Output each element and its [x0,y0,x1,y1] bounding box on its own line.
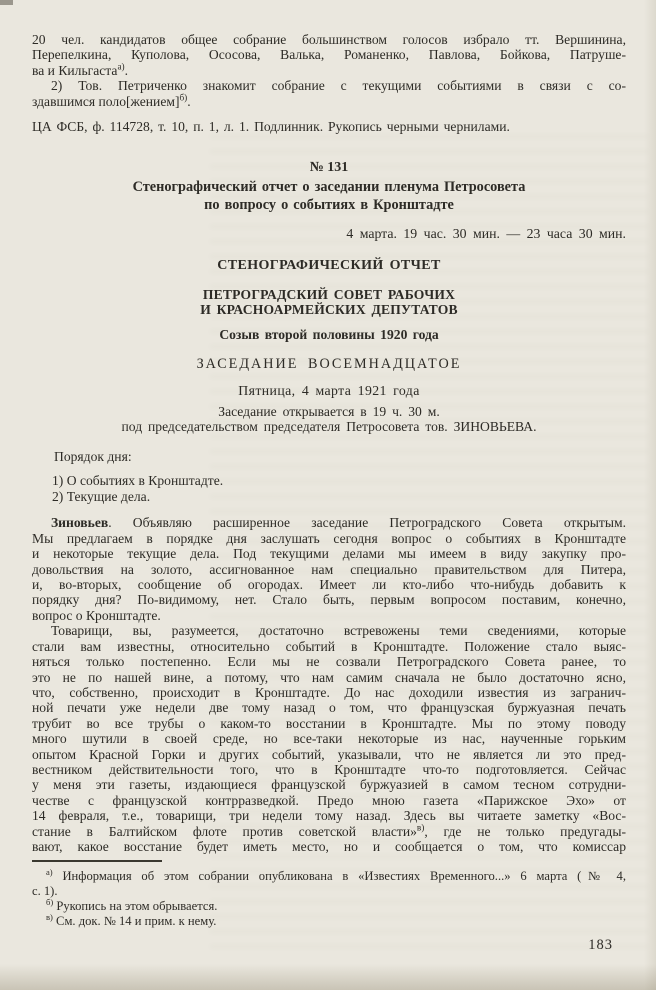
text-line: 20 чел. кандидатов общее собрание большинством голосов избрало тт. Вершинина, [32,32,626,47]
text-line: стали вам известны, относительно событий в Кронштадте. Положение стало выяс- [32,638,626,654]
document-title [32,179,626,214]
footnote-line: $^{б)}$ Рукопись на этом обрывается. [46,896,218,913]
agenda-section [32,449,626,505]
text-line: ва и Кильгаста$^{а)}$. [32,61,129,78]
text-line: трубит во все трубы о каком-то восстании в Кронштадте. Мы по этому поводу [32,715,626,731]
text-line: довольствия на золото, ассигнованное нам специально правительством для Питера, [32,561,626,577]
speech-text [32,515,626,854]
text-line: вают, какое восстание будет иметь место, но и сообщается о том, что комиссар [32,838,626,854]
agenda-items [32,473,626,504]
footnote-divider [32,860,162,862]
text-line: 14 февраля, т.е., товарищи, три недели тому назад. Здесь вы читаете заметку «Вос- [32,808,626,824]
previous-document-continuation [32,32,626,134]
agenda-label: Порядок дня: [54,448,132,464]
text-line: опытом Красной Горки и других событий, указывали, что не является ли это пред- [32,746,626,762]
text-line: это не по нашей вине, а потому, что нам самим сначала не было достаточно ясно, [32,669,626,685]
council-name-line: И КРАСНОАРМЕЙСКИХ ДЕПУТАТОВ [200,302,458,318]
footnote-list [32,866,626,929]
text-line: порядку дня? По-видимому, нет. Стало быть, первым вопросом поставим, конечно, [32,592,626,608]
paragraph [32,623,626,854]
footnote-line: с. 1). [32,883,58,898]
document-heading [32,160,626,241]
paragraph [32,32,626,78]
session-headings [32,258,626,435]
text-line: стание в Балтийском флоте против советской власти»$^{в)}$, где не только предугады- [32,822,626,839]
footnotes-section [32,860,626,953]
text-line: вопрос о Кронштадте. [32,607,161,623]
document-number: № 131 [309,160,349,176]
convocation-line: Созыв второй половины 1920 года [219,326,439,342]
text-line: 2) Тов. Петриченко знакомит собрание с текущими событиями в связи с со- [51,78,626,94]
text-line: и, во-вторых, сообщение об огородах. Имеет ли кто-либо что-нибудь добавить к [32,577,626,593]
text-line: что, собственно, происходит в Кронштадте. До нас доходили известия из загранич- [32,684,626,700]
agenda-item: 1) О событиях в Кронштадте. [52,473,224,489]
paragraph [32,515,626,623]
text-line: няться только постепенно. Если мы не созвали Петроградского Совета ранее, то [32,654,626,670]
text-line: и некоторые текущие дела. Под текущими делами мы имеем в виду закупку про- [32,546,626,562]
archive-citation: ЦА ФСБ, ф. 114728, т. 10, п. 1, л. 1. Подлинник. Рукопись черными чернилами. [32,119,510,135]
council-name-line: ПЕТРОГРАДСКИЙ СОВЕТ РАБОЧИХ [202,286,456,302]
text-line: у меня эти газеты, издающиеся французской буржуазией в самом тесном сотрудни- [32,777,626,793]
session-opening-line: под председательством председателя Петросовета тов. ЗИНОВЬЕВА. [121,419,537,435]
footnote-marker: а) [46,866,53,877]
report-title-heading: СТЕНОГРАФИЧЕСКИЙ ОТЧЕТ [217,257,441,273]
session-opening-line: Заседание открывается в 19 ч. 30 м. [218,403,440,419]
scan-edge-shadow-bottom [0,964,656,990]
footnote-marker: б) [46,896,54,907]
text-line: Товарищи, вы, разумеется, достаточно встревожены теми сведениями, которые [51,623,626,639]
page-number: 183 [588,936,613,953]
text-line: Мы предлагаем в порядке дня заслушать сегодня вопрос о событиях в Кронштадте [32,530,626,546]
agenda-item: 2) Текущие дела. [52,488,151,504]
paragraph [32,78,626,109]
text-line: Зиновьев. Объявляю расширенное заседание Петроградского Совета открытым. [51,515,626,531]
council-name-heading [32,287,626,318]
footnote-marker: в) [46,911,53,922]
footnote-item [32,896,626,914]
text-line: здавшимся поло[жением]$^{б)}$. [32,92,191,109]
text-line: вестником действительности того, что в Кронштадте что-то подготовляется. Сейчас [32,761,626,777]
document-title-line: по вопросу о событиях в Кронштадте [204,196,454,213]
text-line: ной печати уже недели две тому назад о том, что французская буржуазная печать [32,700,626,716]
session-date-line: Пятница, 4 марта 1921 года [238,383,420,399]
document-time-range: 4 марта. 19 час. 30 мин. — 23 часа 30 мин. [346,226,626,242]
continuation-paragraphs [32,32,626,109]
text-line: много шутили в своей среде, но все-таки некоторые из нас, наученные горьким [32,731,626,747]
session-number-heading: ЗАСЕДАНИЕ ВОСЕМНАДЦАТОЕ [196,356,462,373]
footnote-item [32,911,626,929]
footnote-line: $^{в)}$ См. док. № 14 и прим. к нему. [46,911,217,928]
text-line: Перепелкина, Куполова, Ососова, Валька, Романенко, Павлова, Бойкова, Патруше- [32,47,626,63]
session-opening-note [32,404,626,435]
footnote-item [32,866,626,899]
text-line: честве с французской контрразведкой. Предо мною газета «Парижское Эхо» от [32,792,626,808]
document-title-line: Стенографический отчет о заседании пленума Петросовета [132,179,526,196]
footnote-line: $^{а)}$ Информация об этом собрании опубликована в «Известиях Временного...» 6 марта (№ 4, [46,866,626,883]
